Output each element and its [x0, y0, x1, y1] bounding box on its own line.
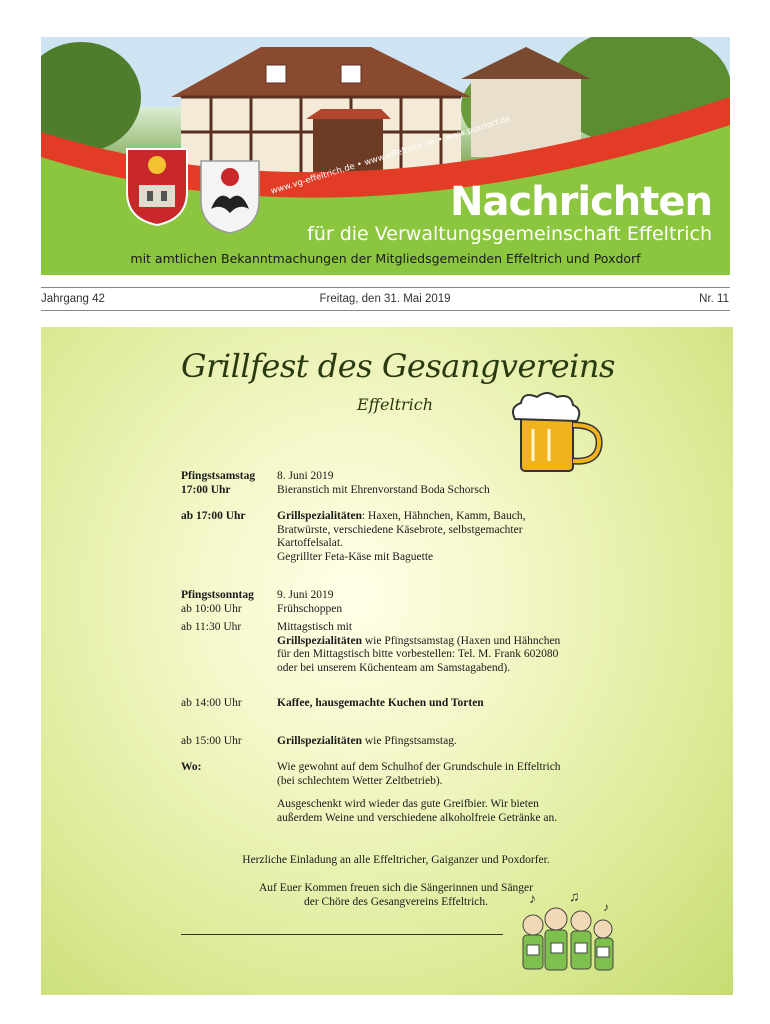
svg-text:♫: ♫	[569, 890, 580, 905]
signature-line	[181, 934, 503, 935]
schedule-label-ab-17: ab 17:00 Uhr	[181, 510, 246, 522]
schedule-detail-grill-15: Grillspezialitäten wie Pfingstsamstag.	[277, 735, 457, 747]
event-flyer	[41, 327, 733, 995]
page-subtitle: für die Verwaltungsgemeinschaft Effeltrich	[307, 223, 712, 245]
divider-top	[41, 287, 730, 288]
schedule-label-pfingstsonntag: Pfingstsonntag ab 10:00 Uhr	[181, 589, 254, 615]
schedule-detail-grill: Grillspezialitäten: Haxen, Hähnchen, Kamm, Bauch, Bratwürste, verschiedene Käsebrote, selbstgemachter Kartoffelsalat. Gegrillter Feta-Käse mit Baguette	[277, 510, 526, 563]
flyer-title: Grillfest des Gesangvereins	[181, 347, 615, 385]
schedule-detail-pfingstsonntag: 9. Juni 2019 Frühschoppen	[277, 589, 343, 615]
schedule-label-ab-14: ab 14:00 Uhr	[181, 697, 242, 709]
schedule-label-wo: Wo:	[181, 761, 202, 773]
schedule-label-ab-15: ab 15:00 Uhr	[181, 735, 242, 747]
schedule-label-pfingstsamstag: Pfingstsamstag 17:00 Uhr	[181, 470, 256, 496]
masthead	[41, 37, 730, 275]
schedule-detail-kaffee: Kaffee, hausgemachte Kuchen und Torten	[277, 697, 484, 709]
beer-mug-icon	[509, 389, 609, 475]
issue-number: Nr. 11	[699, 293, 729, 305]
invitation-text: Herzliche Einladung an alle Effeltricher, Gaiganzer und Poxdorfer.	[242, 854, 550, 866]
coat-of-arms-poxdorf	[199, 159, 269, 239]
svg-text:♪: ♪	[529, 892, 536, 907]
divider-bottom	[41, 310, 730, 311]
choir-singers-icon	[511, 889, 621, 977]
schedule-detail-pfingstsamstag: 8. Juni 2019 Bieranstich mit Ehrenvorstand Boda Schorsch	[277, 470, 490, 496]
svg-text:♪: ♪	[603, 900, 609, 914]
page-title: Nachrichten	[449, 179, 712, 225]
tagline: mit amtlichen Bekanntmachungen der Mitgliedsgemeinden Effeltrich und Poxdorf	[130, 251, 641, 266]
closing-text: Auf Euer Kommen freuen sich die Sängerinnen und Sänger der Chöre des Gesangvereins Effeltrich.	[258, 882, 533, 908]
flyer-subtitle: Effeltrich	[357, 395, 434, 414]
schedule-label-ab-1130: ab 11:30 Uhr	[181, 621, 242, 633]
volume-label: Jahrgang 42	[41, 293, 105, 305]
web-address-band: www.vg-effeltrich.de • www.effeltrich.de • www.poxdorf.de	[269, 114, 512, 197]
schedule-detail-mittagstisch: Mittagstisch mit Grillspezialitäten wie Pfingstsamstag (Haxen und Hähnchen für den Mittagstisch bitte vorbestellen: Tel. M. Frank 602080 oder bei unserem Küchenteam am Samstagabend).	[277, 621, 561, 674]
schedule-detail-location: Wie gewohnt auf dem Schulhof der Grundschule in Effeltrich (bei schlechtem Wetter Zeltbetrieb). Ausgeschenkt wird wieder das gute Greifbier. Wir bieten außerdem Weine und verschiedene alkoholfreie Getränke an.	[277, 761, 561, 824]
issue-date: Freitag, den 31. Mai 2019	[319, 293, 451, 305]
